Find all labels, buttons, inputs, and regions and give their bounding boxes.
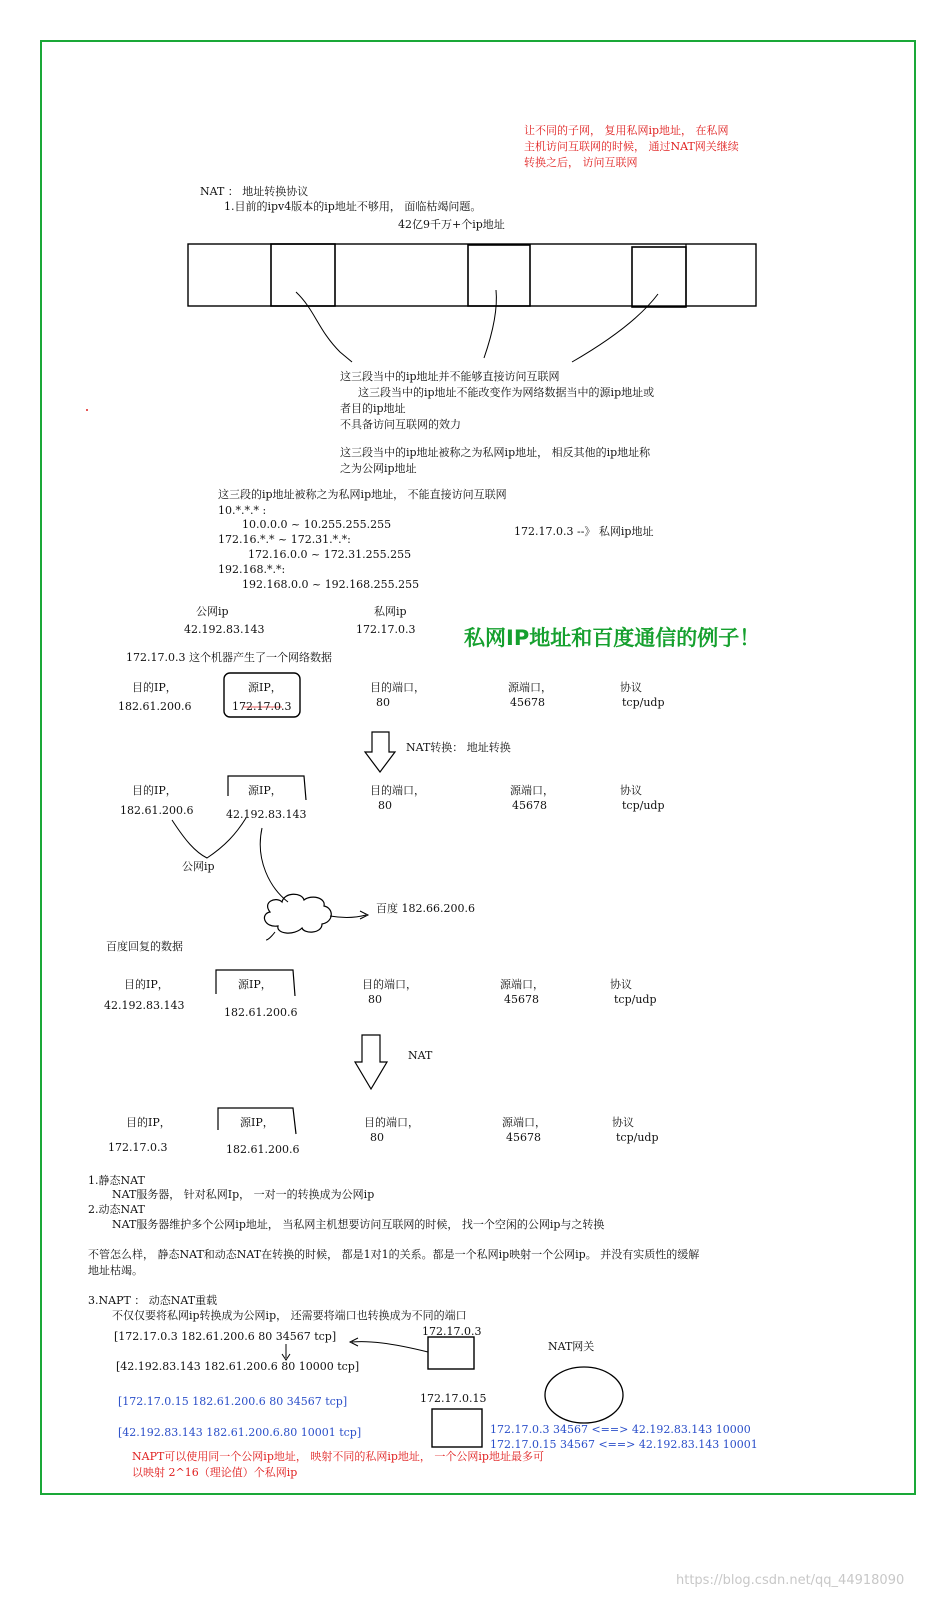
public-ip-label: 公网ip	[196, 605, 229, 618]
row4-src-ip-header: 源IP，	[240, 1116, 274, 1129]
row4-proto-header: 协议	[612, 1116, 634, 1129]
nat-label: NAT	[408, 1049, 433, 1062]
nat-gateway-label: NAT网关	[548, 1340, 595, 1353]
private-block-3	[632, 247, 686, 307]
napt-line-3: [172.17.0.15 182.61.200.6 80 34567 tcp]	[118, 1395, 348, 1408]
red-dot	[86, 409, 88, 411]
row3-dst-port: 80	[368, 993, 382, 1006]
row4-proto: tcp/udp	[616, 1131, 659, 1144]
private-block-2	[468, 245, 530, 306]
row1-src-ip: 172.17.0.3	[232, 700, 292, 713]
down-arrow-1	[365, 732, 395, 772]
nat-point-1: 1.目前的ipv4版本的ip地址不够用， 面临枯竭问题。	[224, 200, 482, 213]
dynamic-nat-desc: NAT服务器维护多个公网ip地址， 当私网主机想要访问互联网的时候， 找一个空闲的公网ip与之转换	[112, 1218, 605, 1231]
row3-dst-ip-header: 目的IP，	[124, 978, 169, 991]
public-ip-note: 公网ip	[182, 860, 215, 873]
row3-dst-ip: 42.192.83.143	[104, 999, 185, 1012]
nat-gateway-ellipse	[545, 1367, 623, 1423]
baidu-label: 百度 182.66.200.6	[376, 902, 475, 915]
host-1-label: 172.17.0.3	[422, 1325, 482, 1338]
watermark: https://blog.csdn.net/qq_44918090	[676, 1573, 905, 1588]
nat-title: NAT ： 地址转换协议	[200, 185, 309, 198]
row1-dst-port: 80	[376, 696, 390, 709]
cloud-icon	[264, 894, 331, 933]
row2-dst-ip: 182.61.200.6	[120, 804, 194, 817]
top-note-line-1: 让不同的子网， 复用私网ip地址， 在私网	[524, 124, 729, 137]
row1-src-port: 45678	[510, 696, 545, 709]
row4-src-port-header: 源端口，	[502, 1116, 546, 1129]
row3-src-ip: 182.61.200.6	[224, 1006, 298, 1019]
curve-to-cloud	[260, 828, 288, 902]
host-box-2	[432, 1409, 482, 1447]
private-ip-value: 172.17.0.3	[356, 623, 416, 636]
row2-src-ip-header: 源IP，	[248, 784, 282, 797]
row2-dst-ip-header: 目的IP，	[132, 784, 177, 797]
host-2-label: 172.17.0.15	[420, 1392, 487, 1405]
row1-proto-header: 协议	[620, 681, 642, 694]
summary-line-1: 不管怎么样， 静态NAT和动态NAT在转换的时候， 都是1对1的关系。都是一个私网ip映射一个公网ip。 并没有实质性的缓解	[88, 1248, 700, 1261]
row2-proto-header: 协议	[620, 784, 642, 797]
example-title: 私网IP地址和百度通信的例子！	[464, 626, 761, 650]
row3-src-port: 45678	[504, 993, 539, 1006]
down-arrow-2	[355, 1035, 387, 1089]
arrow-host-to-line	[352, 1342, 428, 1352]
row3-src-ip-header: 源IP，	[238, 978, 272, 991]
three-seg-3: 者目的ip地址	[340, 402, 406, 415]
pub-ip-v	[172, 818, 246, 858]
three-seg-2: 这三段当中的ip地址不能改变作为网络数据当中的源ip地址或	[358, 386, 655, 399]
row1-dst-ip-header: 目的IP，	[132, 681, 177, 694]
range-2: 172.16.*.* ~ 172.31.*.*:	[218, 533, 351, 546]
static-nat-title: 1.静态NAT	[88, 1174, 145, 1187]
row1-src-ip-header: 源IP，	[248, 681, 282, 694]
private-block-1	[271, 244, 335, 306]
mapping-1: 172.17.0.3 34567 <==> 42.192.83.143 10000	[490, 1423, 751, 1436]
address-bar	[188, 244, 756, 306]
row1-src-port-header: 源端口，	[508, 681, 552, 694]
top-note-line-2: 主机访问互联网的时候， 通过NAT网关继续	[524, 140, 739, 153]
host-box-1	[428, 1337, 474, 1369]
row2-dst-port-header: 目的端口，	[370, 784, 425, 797]
row1-dst-port-header: 目的端口，	[370, 681, 425, 694]
bar-label: 42亿9千万+个ip地址	[398, 218, 505, 231]
napt-title: 3.NAPT ： 动态NAT重载	[88, 1294, 218, 1307]
three-seg-6: 之为公网ip地址	[340, 462, 417, 475]
public-ip-value: 42.192.83.143	[184, 623, 265, 636]
summary-line-2: 地址枯竭。	[88, 1264, 143, 1277]
small-down-arrow	[282, 1344, 290, 1360]
row4-dst-port: 80	[370, 1131, 384, 1144]
napt-note-line-2: 以映射 2^16（理论值）个私网ip	[132, 1466, 298, 1479]
row1-dst-ip: 182.61.200.6	[118, 700, 192, 713]
row2-src-ip: 42.192.83.143	[226, 808, 307, 821]
nat-convert-label: NAT转换： 地址转换	[406, 741, 511, 754]
arrow-to-baidu	[330, 915, 366, 917]
napt-line-4: [42.192.83.143 182.61.200.6.80 10001 tcp]	[118, 1426, 362, 1439]
private-ip-label: 私网ip	[374, 605, 407, 618]
row4-dst-ip: 172.17.0.3	[108, 1141, 168, 1154]
three-seg-5: 这三段当中的ip地址被称之为私网ip地址， 相反其他的ip地址称	[340, 446, 651, 459]
napt-desc: 不仅仅要将私网ip转换成为公网ip， 还需要将端口也转换成为不同的端口	[112, 1309, 467, 1322]
row4-src-ip: 182.61.200.6	[226, 1143, 300, 1156]
curve-1	[296, 292, 352, 362]
row2-dst-port: 80	[378, 799, 392, 812]
row3-dst-port-header: 目的端口，	[362, 978, 417, 991]
range-1: 10.*.*.* :	[218, 504, 267, 517]
napt-line-2: [42.192.83.143 182.61.200.6 80 10000 tcp]	[116, 1360, 360, 1373]
row2-proto: tcp/udp	[622, 799, 665, 812]
top-note-line-3: 转换之后， 访问互联网	[524, 156, 638, 169]
curve-3	[572, 294, 658, 362]
napt-line-1: [172.17.0.3 182.61.200.6 80 34567 tcp]	[114, 1330, 337, 1343]
napt-note-line-1: NAPT可以使用同一个公网ip地址， 映射不同的私网ip地址， 一个公网ip地址最多可	[132, 1450, 544, 1463]
row2-src-port: 45678	[512, 799, 547, 812]
row3-proto-header: 协议	[610, 978, 632, 991]
range-1-value: 10.0.0.0 ~ 10.255.255.255	[242, 518, 392, 531]
row1-proto: tcp/udp	[622, 696, 665, 709]
ranges-intro: 这三段的ip地址被称之为私网ip地址， 不能直接访问互联网	[218, 488, 507, 501]
row3-proto: tcp/udp	[614, 993, 657, 1006]
row3-src-port-header: 源端口，	[500, 978, 544, 991]
static-nat-desc: NAT服务器， 针对私网Ip， 一对一的转换成为公网ip	[112, 1188, 375, 1201]
range-3-value: 192.168.0.0 ~ 192.168.255.255	[242, 578, 420, 591]
dynamic-nat-title: 2.动态NAT	[88, 1203, 145, 1216]
range-3: 192.168.*.*:	[218, 563, 286, 576]
range-2-value: 172.16.0.0 ~ 172.31.255.255	[248, 548, 412, 561]
row2-src-port-header: 源端口，	[510, 784, 554, 797]
row4-dst-port-header: 目的端口，	[364, 1116, 419, 1129]
generate-note: 172.17.0.3 这个机器产生了一个网络数据	[126, 651, 332, 664]
row4-dst-ip-header: 目的IP，	[126, 1116, 171, 1129]
curve-2	[484, 290, 496, 358]
three-seg-1: 这三段当中的ip地址并不能够直接访问互联网	[340, 370, 560, 383]
private-note: 172.17.0.3 --》 私网ip地址	[514, 525, 654, 538]
three-seg-4: 不具备访问互联网的效力	[340, 418, 461, 431]
mapping-2: 172.17.0.15 34567 <==> 42.192.83.143 10001	[490, 1438, 758, 1451]
row4-src-port: 45678	[506, 1131, 541, 1144]
reply-note: 百度回复的数据	[106, 940, 183, 953]
